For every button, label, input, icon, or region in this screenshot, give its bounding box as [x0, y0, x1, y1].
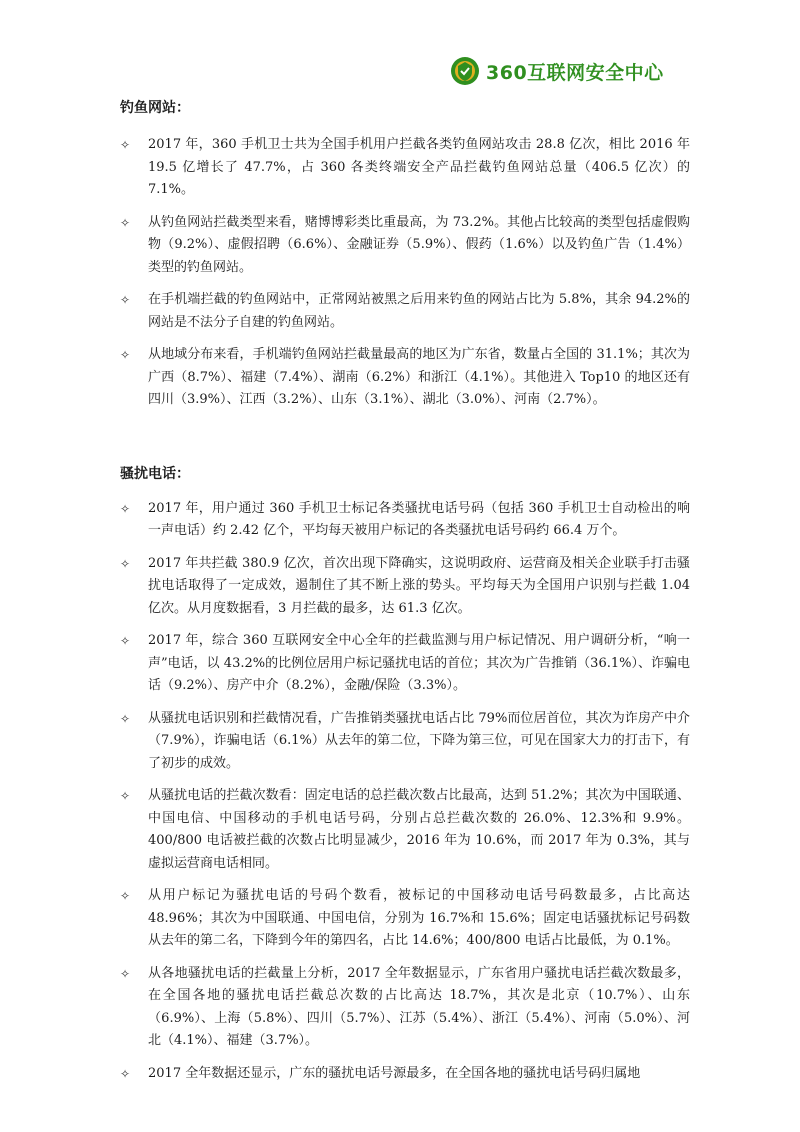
bullet-icon: ✧	[120, 556, 131, 571]
bullet-icon: ✧	[120, 138, 131, 152]
paragraph-text: 从钓鱼网站拦截类型来看，赌博博彩类比重最高，为 73.2%。其他占比较高的类型包括虚假购物（9.2%）、虚假招聘（6.6%）、金融证券（5.9%）、假药（1.6%）以及钓鱼广告（1.4%）类型的钓鱼网站。	[148, 214, 690, 275]
list-item	[120, 498, 690, 543]
section-title-harassment-calls: 骚扰电话：	[120, 465, 190, 482]
paragraph-text: 从地域分布来看，手机端钓鱼网站拦截量最高的地区为广东省，数量占全国的 31.1%；其次为广西（8.7%）、福建（7.4%）、湖南（6.2%）和浙江（4.1%）。其他进入 Top10 的地区还有四川（3.9%）、江西（3.2%）、山东（3.1%）、湖北（3.0%）、河南（2.7%）。	[148, 347, 690, 407]
list-item	[120, 708, 690, 776]
list-item	[120, 553, 690, 621]
paragraph-text: 在手机端拦截的钓鱼网站中，正常网站被黑之后用来钓鱼的网站占比为 5.8%，其余 94.2%的网站是不法分子自建的钓鱼网站。	[148, 292, 690, 330]
360-shield-icon	[450, 56, 480, 86]
paragraph-text: 从骚扰电话的拦截次数看：固定电话的总拦截次数占比最高，达到 51.2%；其次为中国联通、中国电信、中国移动的手机电话号码，分别占总拦截次数的 26.0%、12.3%和 9.9%。400/800 电话被拦截的次数占比明显减少，2016 年为 10.6%，而 2017 年为 0.3%，其与虚拟运营商电话相同。	[148, 788, 690, 871]
list-item	[120, 134, 690, 202]
paragraph-text: 从各地骚扰电话的拦截量上分析，2017 全年数据显示，广东省用户骚扰电话拦截次数最多，在全国各地的骚扰电话拦截总次数的占比高达 18.7%，其次是北京（10.7%）、山东（6.9%）、上海（5.8%）、四川（5.7%）、江苏（5.4%）、浙江（5.4%）、河南（5.0%）、河北（4.1%）、福建（3.7%）。	[148, 965, 690, 1048]
paragraph-text: 2017 年共拦截 380.9 亿次，首次出现下降确实，这说明政府、运营商及相关企业联手打击骚扰电话取得了一定成效，遏制住了其不断上涨的势头。平均每天为全国用户识别与拦截 1.04 亿次。从月度数据看，3 月拦截的最多，达 61.3 亿次。	[148, 555, 690, 616]
list-item	[120, 630, 690, 698]
bullet-icon: ✧	[120, 889, 131, 903]
bullet-icon: ✧	[120, 1066, 131, 1081]
list-item	[120, 344, 690, 412]
logo-text: 360互联网安全中心	[486, 61, 664, 84]
header-logo	[450, 54, 690, 88]
bullet-icon: ✧	[120, 215, 131, 230]
bullet-icon: ✧	[120, 293, 131, 307]
bullet-icon: ✧	[120, 348, 131, 362]
paragraph-text: 2017 年，综合 360 互联网安全中心全年的拦截监测与用户标记情况、用户调研分析，“响一声”电话，以 43.2%的比例位居用户标记骚扰电话的首位；其次为广告推销（36.1%）、诈骗电话（9.2%）、房产中介（8.2%），金融/保险（3.3%）。	[148, 633, 690, 693]
list-item	[120, 885, 690, 953]
document-body	[120, 96, 690, 1085]
bullet-icon: ✧	[120, 711, 131, 726]
list-item	[120, 212, 690, 280]
bullet-icon: ✧	[120, 501, 131, 516]
paragraph-text: 2017 年，360 手机卫士共为全国手机用户拦截各类钓鱼网站攻击 28.8 亿次，相比 2016 年 19.5 亿增长了 47.7%，占 360 各类终端安全产品拦截钓鱼网站总量（406.5 亿次）的 7.1%。	[148, 137, 690, 197]
section-title-phishing: 钓鱼网站：	[120, 100, 190, 116]
list-item	[120, 1063, 690, 1086]
list-item	[120, 289, 690, 334]
paragraph-text: 2017 年，用户通过 360 手机卫士标记各类骚扰电话号码（包括 360 手机卫士自动检出的响一声电话）约 2.42 亿个，平均每天被用户标记的各类骚扰电话号码约 66.4 万个。	[148, 500, 690, 538]
paragraph-text: 2017 全年数据还显示，广东的骚扰电话号源最多，在全国各地的骚扰电话号码归属地	[148, 1065, 641, 1081]
bullet-icon: ✧	[120, 789, 131, 803]
paragraph-text: 从用户标记为骚扰电话的号码个数看，被标记的中国移动电话号码数最多，占比高达 48.96%；其次为中国联通、中国电信，分别为 16.7%和 15.6%；固定电话骚扰标记号码数从去年的第二名，下降到今年的第四名，占比 14.6%；400/800 电话占比最低，为 0.1%。	[148, 888, 690, 948]
list-item	[120, 963, 690, 1053]
list-item	[120, 785, 690, 875]
bullet-icon: ✧	[120, 966, 131, 981]
bullet-icon: ✧	[120, 634, 131, 648]
paragraph-text: 从骚扰电话识别和拦截情况看，广告推销类骚扰电话占比 79%而位居首位，其次为诈房产中介（7.9%），诈骗电话（6.1%）从去年的第二位，下降为第三位，可见在国家大力的打击下，有了初步的成效。	[148, 710, 690, 771]
